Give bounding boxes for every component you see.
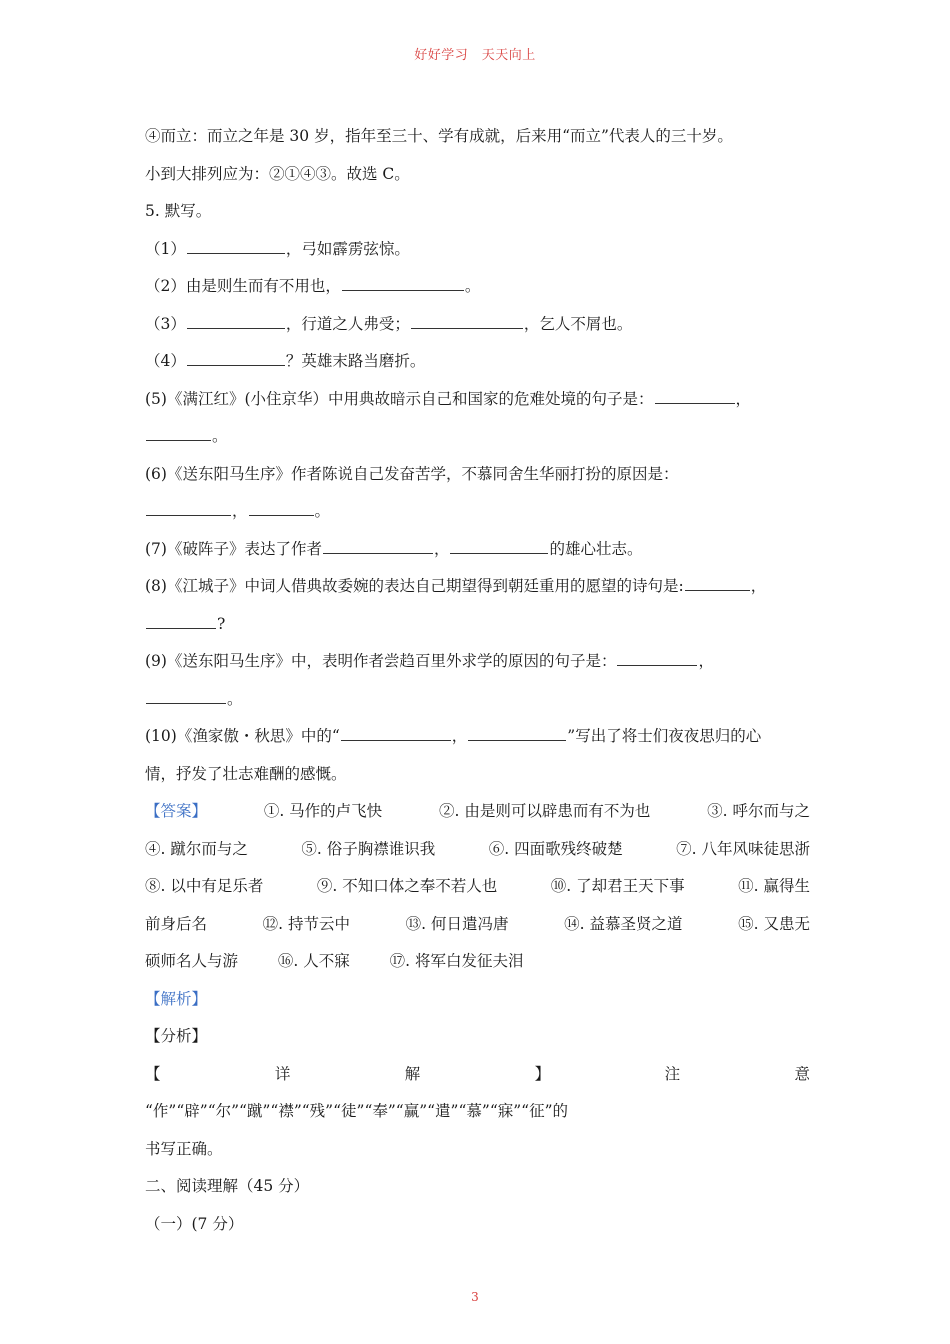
q2-prefix: （2）由是则生而有不用也， — [145, 277, 341, 295]
text-line: ④而立：而立之年是 30 岁，指年至三十、学有成就，后来用“而立”代表人的三十岁。 — [145, 127, 733, 145]
q9-suffix: 。 — [227, 689, 243, 708]
answer-item: ⑩. 了却君王天下事 — [550, 877, 685, 895]
detail-end: 书写正确。 — [145, 1139, 223, 1158]
answer-blank — [146, 426, 211, 441]
q4-prefix: （4） — [145, 352, 186, 370]
answer-item: ①. 马作的卢飞快 — [263, 802, 383, 820]
question-5 — [145, 381, 810, 419]
detail-char: 【 — [145, 1064, 161, 1083]
detail-char: 意 — [794, 1064, 810, 1083]
answer-item: ⑭. 益慕圣贤之道 — [564, 914, 683, 933]
question-2 — [145, 268, 810, 306]
q2-suffix: 。 — [464, 277, 481, 295]
answer-blank — [146, 614, 216, 629]
q1-prefix: （1） — [145, 239, 186, 258]
answer-blank — [450, 539, 548, 554]
answer-item: ⑤. 俗子胸襟谁识我 — [301, 839, 436, 858]
question-8-cont — [145, 606, 810, 644]
q3-prefix: （3） — [145, 314, 186, 333]
analysis-heading: 【分析】 — [145, 1027, 208, 1045]
answer-item: ⑫. 持节云中 — [262, 914, 350, 933]
text-line: 小到大排列应为：②①④③。故选 C。 — [145, 164, 410, 183]
document-body — [145, 118, 810, 1243]
detail-heading — [145, 1056, 810, 1094]
question-heading: 5. 默写。 — [145, 202, 212, 220]
answer-blank — [655, 389, 735, 404]
answer-blank — [342, 276, 464, 291]
answer-row-5 — [145, 943, 810, 981]
answer-item: ⑥. 四面歌残终破楚 — [488, 839, 623, 858]
answer-item: ③. 呼尔而与之 — [707, 802, 810, 820]
q9-prefix: (9)《送东阳马生序》中，表明作者尝趋百里外求学的原因的句子是： — [145, 652, 617, 670]
question-3 — [145, 306, 810, 344]
answer-row-1 — [145, 793, 810, 831]
question-9 — [145, 643, 810, 681]
q5-suffix: 。 — [212, 427, 228, 445]
answer-item: ⑦. 八年风味徒思浙 — [676, 839, 810, 858]
detail-char: 注 — [664, 1064, 681, 1083]
q10-prefix: (10)《渔家傲・秋思》中的“ — [145, 727, 340, 745]
question-5-cont — [145, 418, 810, 456]
answer-item: ④. 蹴尔而与之 — [145, 839, 248, 858]
answer-blank — [187, 351, 285, 366]
question-6-cont — [145, 493, 810, 531]
q4-suffix: ？英雄末路当磨折。 — [285, 352, 426, 370]
answer-tag: 【答案】 — [145, 802, 208, 820]
subsection-heading: （一）(7 分） — [145, 1214, 244, 1233]
q6-middle: ， — [232, 502, 248, 520]
question-4 — [145, 343, 810, 381]
q6-prefix: (6)《送东阳马生序》作者陈说自己发奋苦学，不慕同舍生华丽打扮的原因是： — [145, 464, 679, 483]
question-7 — [145, 531, 810, 569]
question-6 — [145, 456, 810, 494]
q10-middle: ， — [451, 727, 468, 745]
q1-suffix: ，弓如霹雳弦惊。 — [285, 239, 410, 258]
answer-blank — [187, 314, 285, 329]
question-10 — [145, 718, 810, 756]
answer-item: ⑮. 又患无 — [738, 914, 810, 933]
answer-blank — [146, 501, 231, 516]
answer-item: ②. 由是则可以辟患而有不为也 — [438, 802, 651, 820]
q8-suffix: ? — [217, 614, 226, 633]
answer-blank — [249, 501, 314, 516]
q7-middle: ， — [433, 539, 450, 558]
answer-item: ⑯. 人不寐 — [277, 952, 350, 970]
page-number: 3 — [471, 1290, 479, 1304]
answer-item: 硕师名人与游 — [145, 952, 239, 970]
page-header: 好好学习 天天向上 — [414, 48, 536, 63]
answer-row-3 — [145, 868, 810, 906]
section-heading: 二、阅读理解（45 分） — [145, 1177, 310, 1195]
answer-blank — [323, 539, 433, 554]
q3-middle: ，行道之人弗受； — [285, 314, 410, 333]
answer-blank — [468, 726, 566, 741]
answer-item: 前身后名 — [145, 914, 208, 933]
analysis-tag: 【解析】 — [145, 989, 208, 1008]
question-1 — [145, 231, 810, 269]
q6-suffix: 。 — [314, 502, 331, 520]
q5-middle: ， — [735, 389, 752, 408]
answer-item: ⑬. 何日遣冯唐 — [405, 914, 509, 933]
answer-item: ⑪. 赢得生 — [738, 877, 810, 895]
q3-suffix: ，乞人不屑也。 — [523, 314, 633, 333]
answer-row-4 — [145, 906, 810, 944]
detail-char: 解 — [404, 1064, 421, 1083]
answer-item: ⑰. 将军白发征夫泪 — [389, 952, 524, 970]
q10-suffix: ”写出了将士们夜夜思归的心 — [567, 727, 762, 745]
q5-prefix: (5)《满江红》(小住京华）中用典故暗示自己和国家的危难处境的句子是： — [145, 389, 654, 408]
answer-blank — [341, 726, 451, 741]
answer-blank — [685, 576, 750, 591]
answer-blank — [187, 239, 285, 254]
q8-prefix: (8)《江城子》中词人借典故委婉的表达自己期望得到朝廷重用的愿望的诗句是: — [145, 577, 684, 595]
answer-blank — [411, 314, 523, 329]
question-8 — [145, 568, 810, 606]
q7-prefix: (7)《破阵子》表达了作者 — [145, 539, 322, 558]
detail-char: 】 — [534, 1064, 551, 1083]
answer-item: ⑧. 以中有足乐者 — [145, 877, 264, 895]
q7-suffix: 的雄心壮志。 — [549, 539, 643, 558]
question-10-cont: 情，抒发了壮志难酬的感慨。 — [145, 764, 347, 783]
answer-blank — [617, 651, 697, 666]
question-9-cont — [145, 681, 810, 719]
answer-row-2 — [145, 831, 810, 869]
detail-char: 详 — [274, 1064, 291, 1083]
q8-middle: ， — [750, 577, 767, 595]
answer-blank — [146, 689, 226, 704]
answer-item: ⑨. 不知口体之奉不若人也 — [316, 877, 498, 895]
detail-body: “作”“辟”“尔”“蹴”“襟”“残”“徒”“奉”“赢”“遣”“慕”“寐”“征”的 — [145, 1102, 569, 1120]
q9-middle: ， — [698, 652, 714, 670]
